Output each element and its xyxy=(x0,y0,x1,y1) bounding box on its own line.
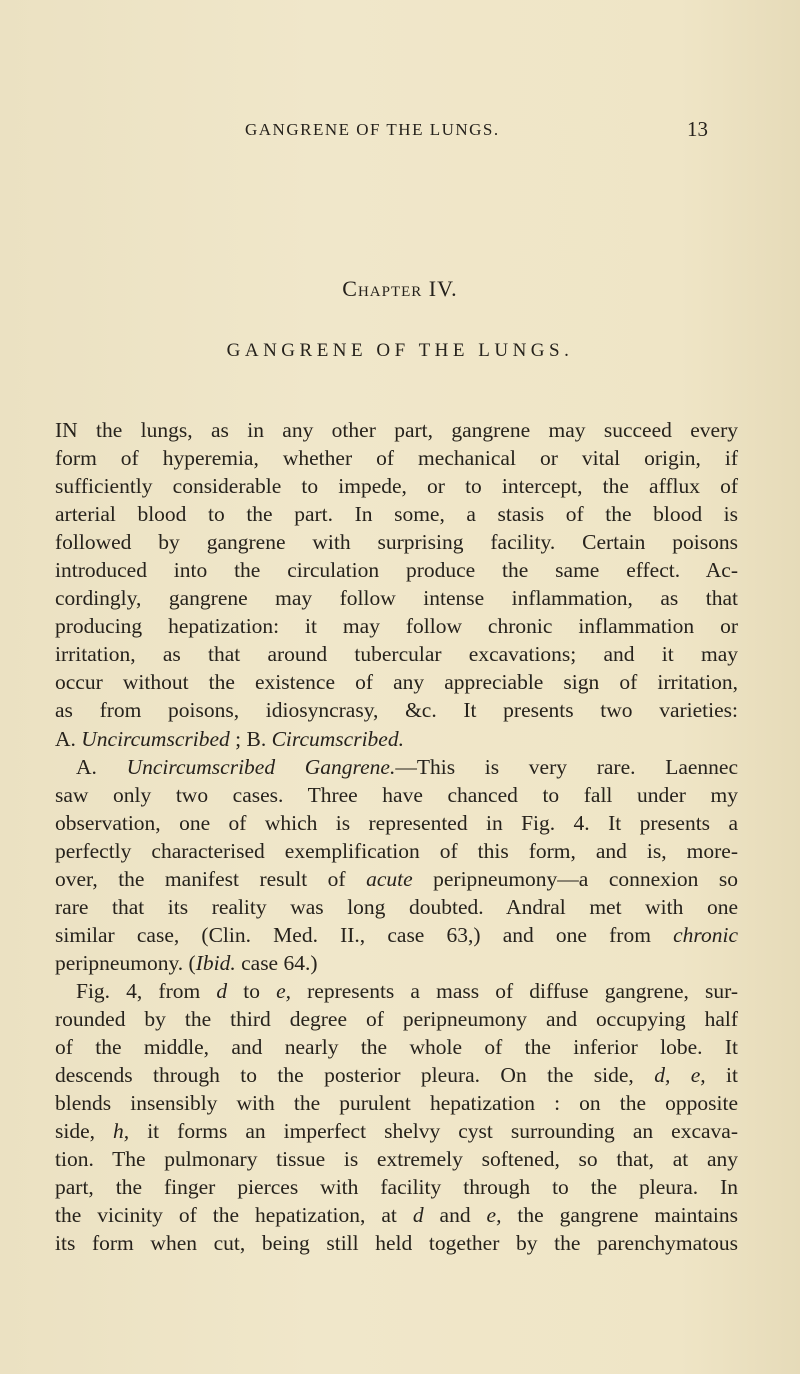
text-segment: similar case, (Clin. Med. II., case 63,) and one from xyxy=(55,922,674,947)
text-line xyxy=(55,556,738,584)
text-segment: blends insensibly with the purulent hepatization : on the opposite xyxy=(55,1091,738,1116)
text-line xyxy=(55,1201,738,1229)
text-segment: rare that its reality was long doubted. Andral met with one xyxy=(55,894,738,919)
text-segment: the gangrene maintains xyxy=(501,1203,738,1228)
italic-text: chronic xyxy=(673,922,738,947)
italic-text: d xyxy=(412,1203,424,1228)
text-segment: side, xyxy=(55,1119,114,1144)
page-number: 13 xyxy=(687,117,708,141)
text-segment: its form when cut, being still held together by the parenchymatous xyxy=(55,1231,738,1256)
text-segment: cordingly, gangrene may follow intense inflammation, as that xyxy=(55,586,738,611)
text-segment: it xyxy=(705,1063,738,1088)
text-line xyxy=(55,781,738,809)
text-segment: ; B. xyxy=(229,726,272,751)
text-line xyxy=(55,528,738,556)
text-line xyxy=(55,500,738,528)
running-head xyxy=(0,117,800,146)
text-segment: arterial blood to the part. In some, a stasis of the blood is xyxy=(55,502,738,527)
text-segment: —This is very rare. Laennec xyxy=(395,754,738,779)
text-line xyxy=(55,753,738,781)
text-segment: perfectly characterised exemplification of this form, and is, more- xyxy=(55,838,738,863)
text-line xyxy=(55,1061,738,1089)
text-line xyxy=(55,893,738,921)
text-segment: IN the lungs, as in any other part, gangrene may succeed every xyxy=(55,418,738,442)
italic-text: acute xyxy=(366,866,413,891)
text-line xyxy=(55,1005,738,1033)
text-segment: sufficiently considerable to impede, or to intercept, the afflux of xyxy=(55,474,738,499)
body-text xyxy=(55,416,738,1257)
text-segment: case 64.) xyxy=(235,950,318,975)
text-line xyxy=(55,696,738,724)
text-line xyxy=(55,809,738,837)
text-segment: saw only two cases. Three have chanced to fall under my xyxy=(55,782,738,807)
text-segment: part, the finger pierces with facility through to the pleura. In xyxy=(55,1175,738,1200)
text-segment: and xyxy=(423,1203,487,1228)
italic-text: Ibid. xyxy=(195,950,236,975)
text-line xyxy=(55,837,738,865)
text-line xyxy=(55,949,738,977)
text-segment: to xyxy=(227,978,277,1003)
text-line xyxy=(55,472,738,500)
text-line xyxy=(55,1033,738,1061)
italic-text: d xyxy=(216,978,228,1003)
italic-text: Uncircumscribed Gangrene. xyxy=(126,754,396,779)
text-segment: Fig. 4, from xyxy=(76,978,217,1003)
text-segment: as from poisons, idiosyncrasy, &c. It presents two varieties: xyxy=(55,698,738,723)
text-segment: descends through to the posterior pleura. On the side, xyxy=(55,1063,655,1088)
chapter-title: GANGRENE OF THE LUNGS. xyxy=(226,340,574,361)
text-segment: peripneumony. ( xyxy=(55,950,196,975)
text-segment: occur without the existence of any appreciable sign of irritation, xyxy=(55,670,738,695)
text-line xyxy=(55,1089,738,1117)
italic-text: h, xyxy=(113,1119,130,1144)
text-line xyxy=(55,640,738,668)
text-line xyxy=(55,865,738,893)
text-line xyxy=(55,1145,738,1173)
text-line xyxy=(55,584,738,612)
text-line xyxy=(55,668,738,696)
text-segment: of the middle, and nearly the whole of the inferior lobe. It xyxy=(55,1035,738,1060)
text-segment: A. xyxy=(76,754,127,779)
text-line xyxy=(55,977,738,1005)
text-line xyxy=(55,416,738,444)
italic-text: d, e, xyxy=(654,1063,706,1088)
chapter-heading: Chapter IV. xyxy=(342,276,458,301)
italic-text: Uncircumscribed xyxy=(81,726,230,751)
text-segment: producing hepatization: it may follow chronic inflammation or xyxy=(55,614,738,639)
text-segment: represents a mass of diffuse gangrene, sur- xyxy=(291,978,738,1003)
text-segment: A. xyxy=(55,726,82,751)
text-segment: it forms an imperfect shelvy cyst surrounding an excava- xyxy=(129,1119,738,1144)
italic-text: e, xyxy=(276,978,292,1003)
text-line xyxy=(55,921,738,949)
text-segment: rounded by the third degree of peripneumony and occupying half xyxy=(55,1006,738,1031)
text-segment: over, the manifest result of xyxy=(55,866,367,891)
text-line xyxy=(55,725,738,753)
text-line xyxy=(55,444,738,472)
text-segment: the vicinity of the hepatization, at xyxy=(55,1203,413,1228)
text-segment: followed by gangrene with surprising facility. Certain poisons xyxy=(55,530,738,555)
text-segment: observation, one of which is represented in Fig. 4. It presents a xyxy=(55,810,738,835)
running-head-title: GANGRENE OF THE LUNGS. xyxy=(245,120,500,139)
italic-text: Circumscribed. xyxy=(271,726,404,751)
text-segment: peripneumony—a connexion so xyxy=(412,866,738,891)
italic-text: e, xyxy=(486,1203,502,1228)
text-line xyxy=(55,1229,738,1257)
text-segment: irritation, as that around tubercular excavations; and it may xyxy=(55,642,738,667)
text-segment: form of hyperemia, whether of mechanical or vital origin, if xyxy=(55,446,738,471)
text-line xyxy=(55,612,738,640)
text-line xyxy=(55,1117,738,1145)
text-line xyxy=(55,1173,738,1201)
text-segment: tion. The pulmonary tissue is extremely softened, so that, at any xyxy=(55,1147,738,1172)
text-segment: introduced into the circulation produce the same effect. Ac- xyxy=(55,558,738,583)
